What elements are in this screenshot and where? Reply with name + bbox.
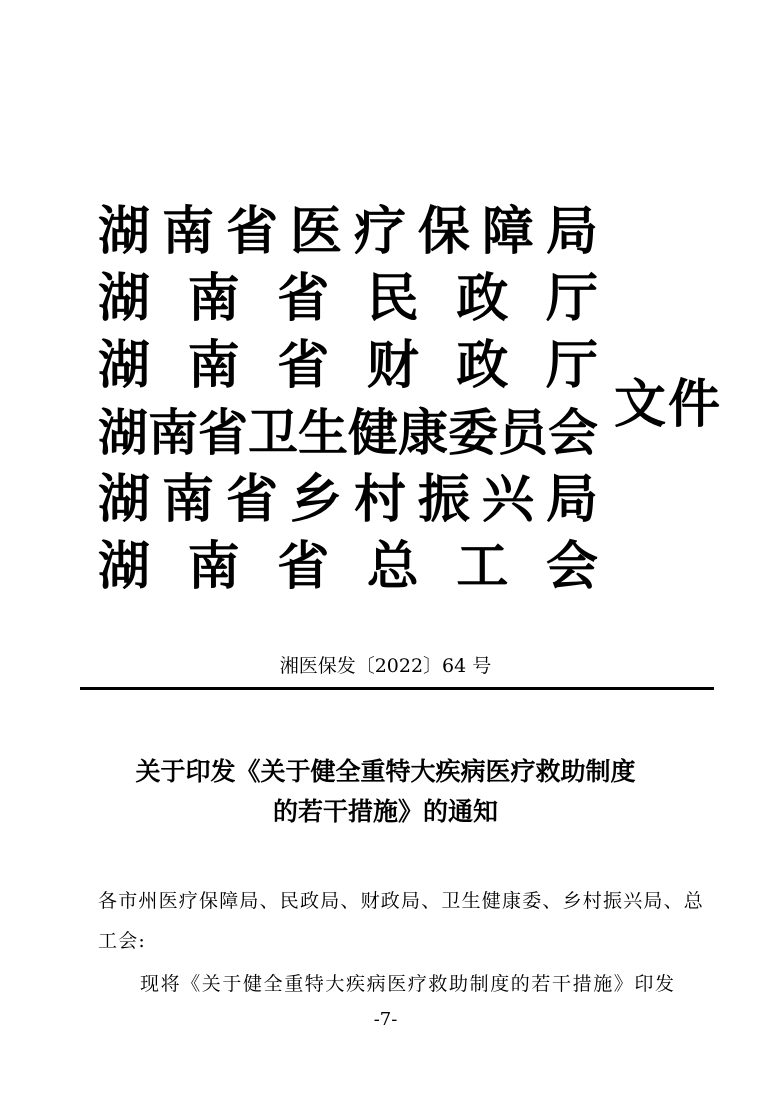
document-suffix: 文件 — [614, 374, 723, 435]
document-title — [0, 752, 771, 832]
page-number: -7- — [373, 1009, 398, 1030]
agency-line-6: 湖 南 省 总 工 会 — [98, 536, 598, 597]
agency-line-1: 湖 南 省 医 疗 保 障 局 — [98, 201, 598, 262]
title-line-1: 关于印发《关于健全重特大疾病医疗救助制度 — [135, 757, 636, 786]
agency-line-3: 湖 南 省 财 政 厅 — [98, 335, 598, 396]
recipients: 各市州医疗保障局、民政局、财政局、卫生健康委、乡村振兴局、总工会: — [98, 890, 705, 952]
issuing-agencies — [98, 198, 598, 600]
document-number: 湘医保发〔2022〕64 号 — [279, 655, 492, 677]
title-line-2: 的若干措施》的通知 — [272, 797, 498, 826]
agency-line-2: 湖 南 省 民 政 厅 — [98, 268, 598, 329]
header-divider — [80, 687, 714, 690]
body-paragraph: 现将《关于健全重特大疾病医疗救助制度的若干措施》印发 — [140, 973, 676, 995]
agency-line-4: 湖 南 省 卫 生 健 康 委 员 会 — [98, 403, 598, 462]
agency-line-5: 湖 南 省 乡 村 振 兴 局 — [98, 469, 598, 530]
